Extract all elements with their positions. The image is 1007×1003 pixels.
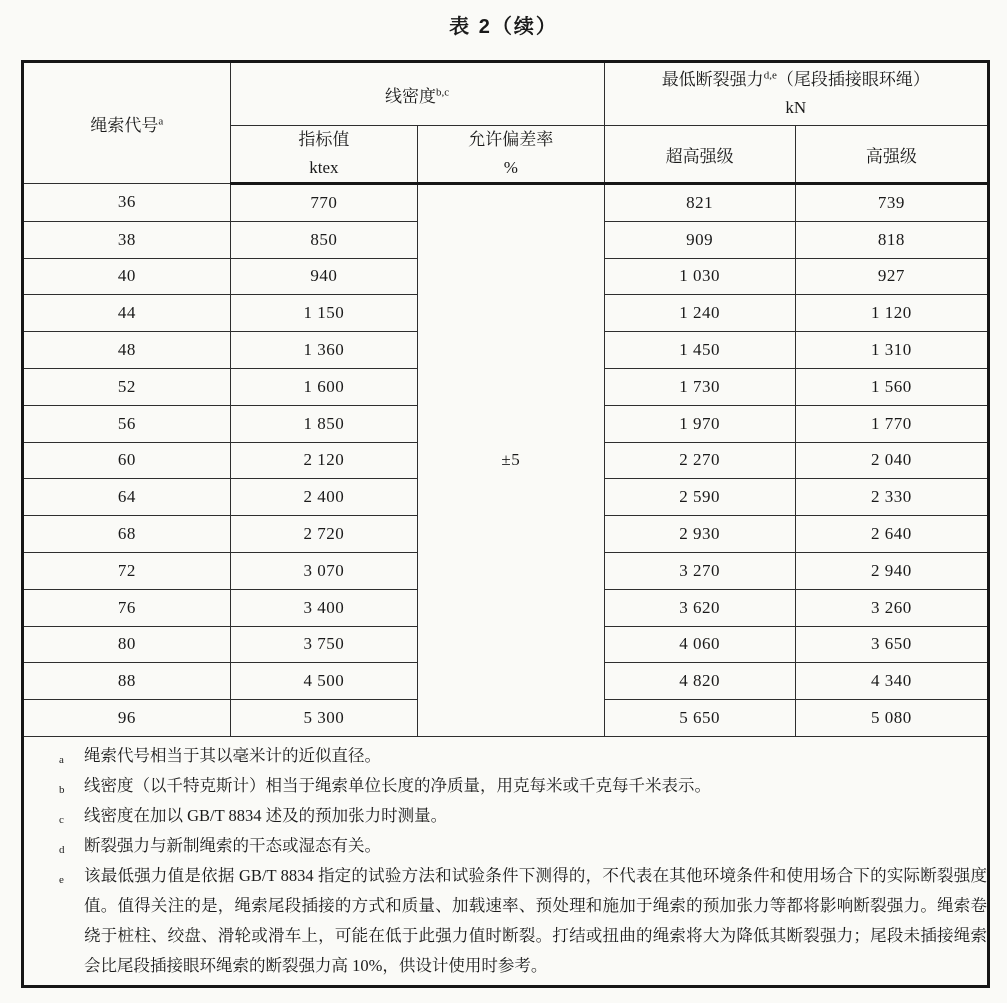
high-cell: 927 <box>795 258 988 295</box>
ultra-high-cell: 1 240 <box>604 295 795 332</box>
rope-code-cell: 64 <box>23 479 231 516</box>
ktex-cell: 3 750 <box>230 626 417 663</box>
ultra-high-cell: 2 270 <box>604 442 795 479</box>
rope-code-cell: 52 <box>23 368 231 405</box>
ktex-cell: 1 360 <box>230 332 417 369</box>
footnotes-row <box>23 736 989 986</box>
header-breaking-force-label: 最低断裂强力 <box>661 70 764 89</box>
table-row <box>23 184 989 222</box>
header-rope-code-label: 绳索代号 <box>90 115 159 135</box>
rope-code-cell: 68 <box>23 516 231 553</box>
header-nominal-value <box>230 126 417 184</box>
high-cell: 3 260 <box>795 589 988 626</box>
rope-code-cell: 60 <box>23 442 231 479</box>
footnote-ref-bc: b,c <box>436 85 450 98</box>
tolerance-value-cell: ±5 <box>418 184 604 737</box>
rope-code-cell: 96 <box>23 700 231 737</box>
high-cell: 818 <box>795 221 988 258</box>
header-breaking-force-line1 <box>605 66 987 94</box>
rope-code-cell: 56 <box>23 405 231 442</box>
footnotes-block <box>23 736 989 986</box>
ktex-cell: 2 400 <box>230 479 417 516</box>
footnote-d-marker: d <box>59 843 65 856</box>
ultra-high-cell: 3 270 <box>604 552 795 589</box>
footnote-e-text: 该最低强力值是依据 GB/T 8834 指定的试验方法和试验条件下测得的，不代表在其他环境条件和使用场合下的实际断裂强度值。值得关注的是，绳索尾段插接的方式和质量、加载速率、预处理和施加于绳索的预加张力等都将影响断裂强力。绳索卷绕于桩柱、绞盘、滑轮或滑车上，可能在低于此强力值时断裂。打结或扭曲的绳索将大为降低其断裂强力；尾段未插接绳索会比尾段插接眼环绳索的断裂强力高 10%，供设计使用时参考。 <box>84 865 987 975</box>
ktex-cell: 940 <box>230 258 417 295</box>
ktex-cell: 770 <box>230 184 417 222</box>
high-cell: 2 640 <box>795 516 988 553</box>
footnote-c-marker: c <box>59 813 64 826</box>
rope-code-cell: 36 <box>23 184 231 222</box>
ktex-cell: 1 850 <box>230 405 417 442</box>
rope-code-cell: 44 <box>23 295 231 332</box>
ktex-cell: 3 400 <box>230 589 417 626</box>
footnote-a-text: 绳索代号相当于其以毫米计的近似直径。 <box>84 745 381 765</box>
rope-code-cell: 48 <box>23 332 231 369</box>
header-nominal-unit: ktex <box>309 158 339 177</box>
spec-table <box>21 60 990 988</box>
ultra-high-cell: 1 450 <box>604 332 795 369</box>
rope-code-cell: 88 <box>23 663 231 700</box>
header-tolerance-label: 允许偏差率 <box>468 130 554 149</box>
rope-code-cell: 80 <box>23 626 231 663</box>
high-cell: 1 310 <box>795 332 988 369</box>
high-cell: 5 080 <box>795 700 988 737</box>
footnote-c <box>24 801 987 831</box>
high-cell: 1 560 <box>795 368 988 405</box>
header-high-grade: 高强级 <box>795 126 988 184</box>
high-cell: 4 340 <box>795 663 988 700</box>
header-linear-density-group <box>230 62 604 126</box>
header-breaking-force-group <box>604 62 988 126</box>
page-title: 表 2（续） <box>449 16 558 38</box>
ktex-cell: 2 720 <box>230 516 417 553</box>
footnote-ref-de: d,e <box>763 69 777 82</box>
header-breaking-force-suffix: （尾段插接眼环绳） <box>776 70 930 89</box>
high-cell: 1 120 <box>795 295 988 332</box>
footnote-e-marker: e <box>59 873 64 886</box>
ktex-cell: 5 300 <box>230 700 417 737</box>
header-nominal-label: 指标值 <box>298 130 350 149</box>
rope-code-cell: 38 <box>23 221 231 258</box>
ktex-cell: 850 <box>230 221 417 258</box>
ktex-cell: 2 120 <box>230 442 417 479</box>
ultra-high-cell: 3 620 <box>604 589 795 626</box>
footnote-b <box>24 771 987 801</box>
rope-code-cell: 72 <box>23 552 231 589</box>
header-rope-code <box>23 62 231 184</box>
ultra-high-cell: 4 060 <box>604 626 795 663</box>
high-cell: 739 <box>795 184 988 222</box>
header-row-groups <box>23 62 989 126</box>
header-breaking-force-unit: kN <box>785 98 807 117</box>
high-cell: 2 940 <box>795 552 988 589</box>
ultra-high-cell: 2 930 <box>604 516 795 553</box>
rope-code-cell: 76 <box>23 589 231 626</box>
header-ultra-high-grade: 超高强级 <box>604 126 795 184</box>
footnote-b-text: 线密度（以千特克斯计）相当于绳索单位长度的净质量，用克每米或千克每千米表示。 <box>84 775 711 795</box>
ultra-high-cell: 1 030 <box>604 258 795 295</box>
ktex-cell: 1 150 <box>230 295 417 332</box>
ktex-cell: 4 500 <box>230 663 417 700</box>
footnote-d-text: 断裂强力与新制绳索的干态或湿态有关。 <box>84 835 381 855</box>
ultra-high-cell: 5 650 <box>604 700 795 737</box>
ultra-high-cell: 909 <box>604 221 795 258</box>
footnote-a <box>24 741 987 771</box>
ultra-high-cell: 1 970 <box>604 405 795 442</box>
ktex-cell: 3 070 <box>230 552 417 589</box>
footnote-c-text: 线密度在加以 GB/T 8834 述及的预加张力时测量。 <box>84 805 448 825</box>
ultra-high-cell: 4 820 <box>604 663 795 700</box>
footnote-b-marker: b <box>59 783 65 796</box>
high-cell: 2 040 <box>795 442 988 479</box>
high-cell: 1 770 <box>795 405 988 442</box>
footnote-e <box>24 861 987 981</box>
high-cell: 3 650 <box>795 626 988 663</box>
footnote-ref-a: a <box>158 114 164 127</box>
high-cell: 2 330 <box>795 479 988 516</box>
rope-code-cell: 40 <box>23 258 231 295</box>
ktex-cell: 1 600 <box>230 368 417 405</box>
header-linear-density-label: 线密度 <box>385 86 437 106</box>
ultra-high-cell: 2 590 <box>604 479 795 516</box>
header-tolerance-unit: % <box>503 158 518 177</box>
header-tolerance <box>418 126 604 184</box>
ultra-high-cell: 821 <box>604 184 795 222</box>
footnote-a-marker: a <box>59 753 64 766</box>
ultra-high-cell: 1 730 <box>604 368 795 405</box>
footnote-d <box>24 831 987 861</box>
